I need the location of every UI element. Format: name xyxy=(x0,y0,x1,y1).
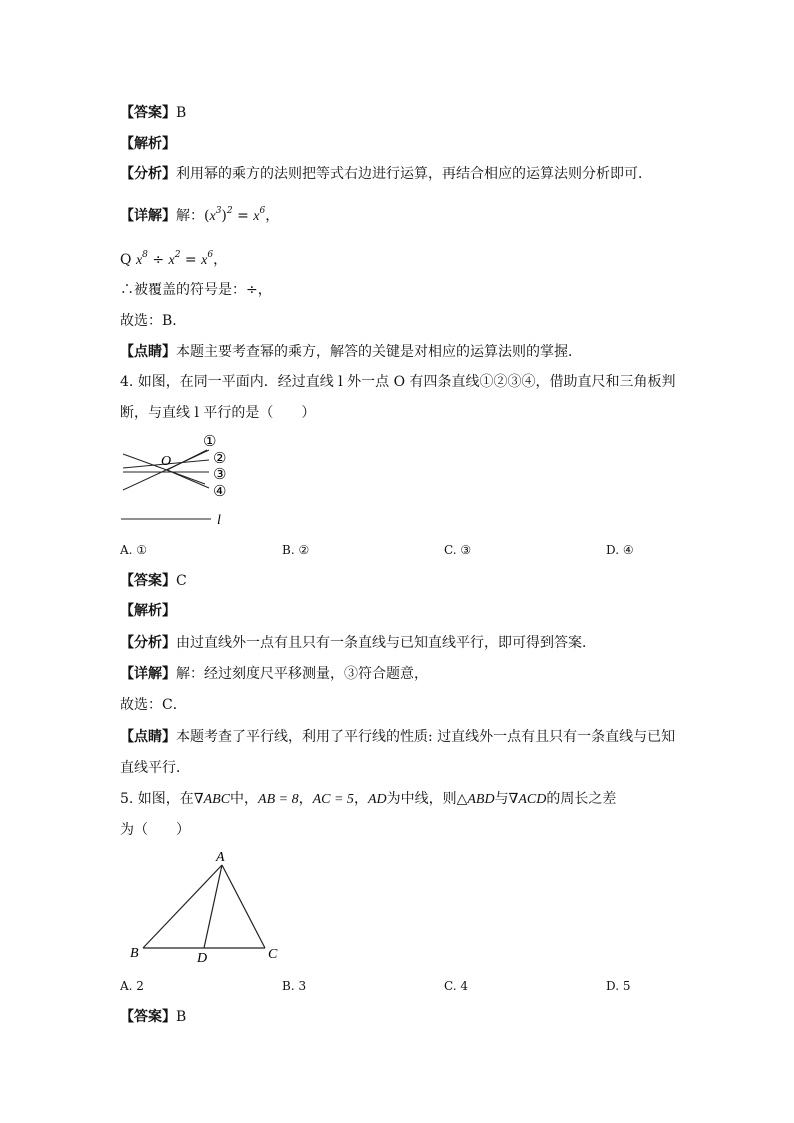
q4-figure xyxy=(115,428,245,528)
vertex-b: B xyxy=(130,946,139,961)
point-label-o: O xyxy=(161,454,172,469)
q5-option-c[interactable]: C. 4 xyxy=(444,979,469,993)
label-4: ④ xyxy=(213,484,227,500)
vertex-c: C xyxy=(268,947,278,962)
q3-xiangjie-line: 【详解】解：$(x^3)^2 = x^6$， xyxy=(120,206,280,224)
q5-stem-line1: 5. 如图，在∇ABC中，AB = 8，AC = 5，AD为中线，则△ABD与∇ACD的周长之差 xyxy=(120,791,617,807)
q3-analysis-title: 【解析】 xyxy=(120,136,176,152)
q4-stem-line2: 断，与直线 l 平行的是（ ） xyxy=(120,405,316,421)
q4-option-c[interactable]: C. ③ xyxy=(444,543,472,557)
q4-analysis-title: 【解析】 xyxy=(120,603,176,619)
label-1: ① xyxy=(203,434,217,450)
q3-step2-line: Q $x^8 \div x^2 = x^6$， xyxy=(120,250,228,268)
q3-step3-line: ∴被覆盖的符号是：÷， xyxy=(120,282,272,298)
q4-dianjing-cont: 直线平行． xyxy=(120,760,190,776)
side-ac xyxy=(222,865,265,948)
q5-option-b[interactable]: B. 3 xyxy=(282,979,307,993)
label-3: ③ xyxy=(213,467,227,483)
q4-answer-line: 【答案】C xyxy=(120,573,187,589)
q4-fenxi-line: 【分析】由过直线外一点有且只有一条直线与已知直线平行，即可得到答案． xyxy=(120,635,596,651)
side-ab xyxy=(143,865,222,948)
q4-dianjing-line: 【点睛】本题考查了平行线，利用了平行线的性质: 过直线外一点有且只有一条直线与已知 xyxy=(120,729,676,745)
label-2: ② xyxy=(213,451,227,467)
q4-choose-line: 故选：C． xyxy=(120,697,187,713)
answer-value: B xyxy=(176,105,187,121)
median-ad xyxy=(204,865,222,948)
math-expression: $(x^3)^2 = x^6$ xyxy=(204,206,266,224)
base-label-l: l xyxy=(217,513,221,528)
q4-option-a[interactable]: A. ① xyxy=(120,543,148,557)
q5-option-a[interactable]: A. 2 xyxy=(120,979,144,993)
q4-stem-line1: 4. 如图，在同一平面内．经过直线 l 外一点 O 有四条直线①②③④，借助直尺和三角板判 xyxy=(120,374,676,390)
q3-choose-line: 故选：B． xyxy=(120,313,187,329)
q5-stem-line2: 为（ ） xyxy=(120,822,190,838)
vertex-a: A xyxy=(216,850,225,865)
q5-answer-line: 【答案】B xyxy=(120,1009,187,1025)
line-4b xyxy=(167,470,209,488)
q3-fenxi-line: 【分析】利用幂的乘方的法则把等式右边进行运算，再结合相应的运算法则分析即可． xyxy=(120,166,652,182)
q5-option-d[interactable]: D. 5 xyxy=(606,979,631,993)
q5-figure xyxy=(125,848,285,968)
answer-tag: 【答案】 xyxy=(120,105,176,121)
therefore-symbol: ∴ xyxy=(120,282,134,298)
q4-option-d[interactable]: D. ④ xyxy=(606,543,634,557)
q4-xiangjie-line: 【详解】解：经过刻度尺平移测量，③符合题意， xyxy=(120,666,428,682)
q3-dianjing-line: 【点睛】本题主要考查幂的乘方，解答的关键是对相应的运算法则的掌握． xyxy=(120,344,582,360)
q3-answer-line xyxy=(120,103,186,123)
q4-option-b[interactable]: B. ② xyxy=(282,543,310,557)
vertex-d: D xyxy=(197,951,208,966)
